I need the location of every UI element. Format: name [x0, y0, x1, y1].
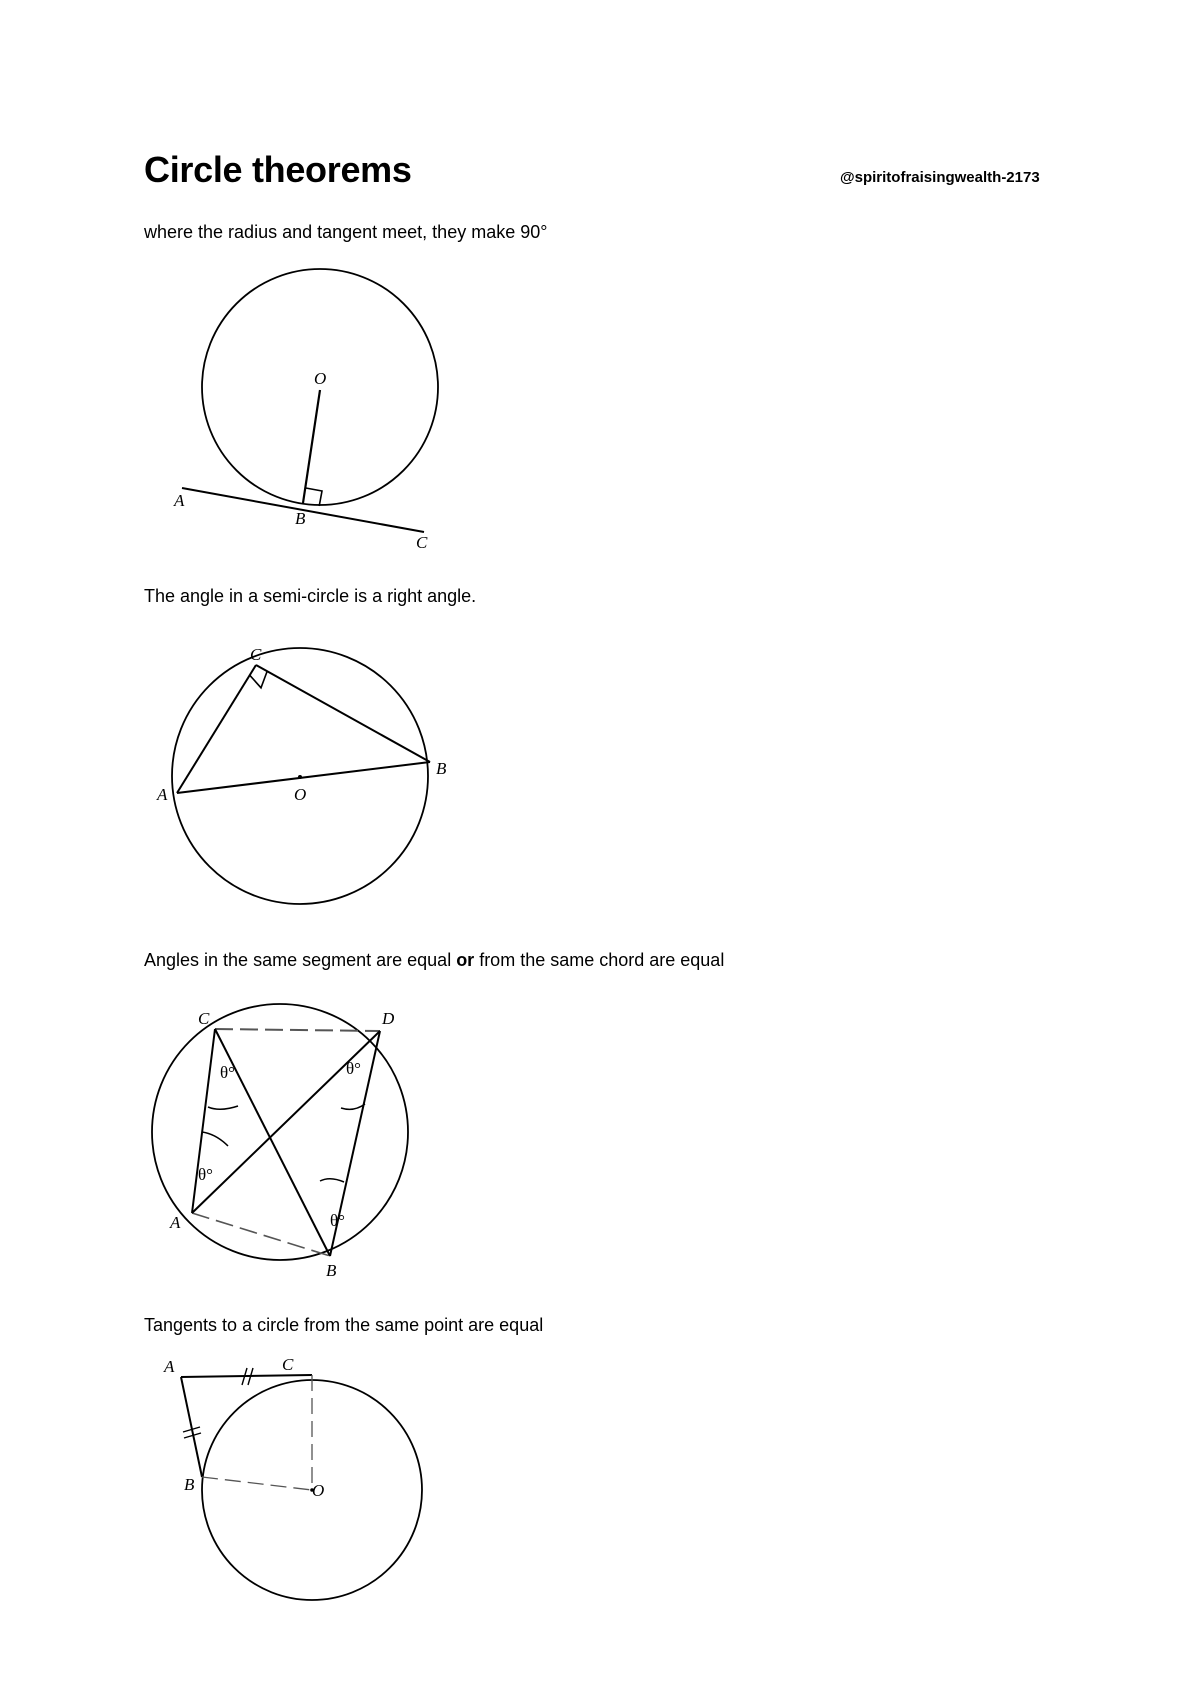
caption-semicircle: The angle in a semi-circle is a right angle.: [144, 586, 477, 606]
diagram-tangents: [150, 1350, 450, 1630]
caption-tangents: Tangents to a circle from the same point are equal: [144, 1315, 544, 1335]
label-C: C: [198, 1009, 210, 1028]
theta-label-C: θ°: [220, 1063, 235, 1082]
caption-text-1: Angles in the same segment are equal: [144, 950, 457, 970]
diagram-same-segment: [150, 1000, 450, 1290]
label-B: B: [295, 509, 306, 528]
caption-same-segment: [144, 948, 724, 972]
caption-bold-or: or: [456, 950, 475, 970]
label-B: B: [436, 759, 447, 778]
label-A: A: [174, 491, 185, 510]
theta-label-B: θ°: [330, 1211, 345, 1230]
theta-label-A: θ°: [198, 1165, 213, 1184]
label-C: C: [416, 533, 428, 552]
label-A: A: [170, 1213, 181, 1232]
page-title: Circle theorems: [144, 149, 412, 190]
theta-label-D: θ°: [346, 1059, 361, 1078]
label-C: C: [250, 645, 262, 664]
label-O: O: [314, 369, 327, 388]
label-D: D: [382, 1009, 395, 1028]
caption-text-2: from the same chord are equal: [474, 950, 725, 970]
author-handle: @spiritofraisingwealth-2173: [840, 169, 1040, 186]
diagram-semicircle: [150, 640, 470, 920]
label-A: A: [164, 1357, 175, 1376]
diagram-radius-tangent: [160, 260, 460, 550]
label-B: B: [326, 1261, 337, 1280]
caption-radius-tangent: where the radius and tangent meet, they make 90°: [144, 222, 548, 242]
label-B: B: [184, 1475, 195, 1494]
label-O: O: [312, 1481, 325, 1500]
label-A: A: [157, 785, 168, 804]
label-O: O: [294, 785, 307, 804]
label-C: C: [282, 1355, 294, 1374]
